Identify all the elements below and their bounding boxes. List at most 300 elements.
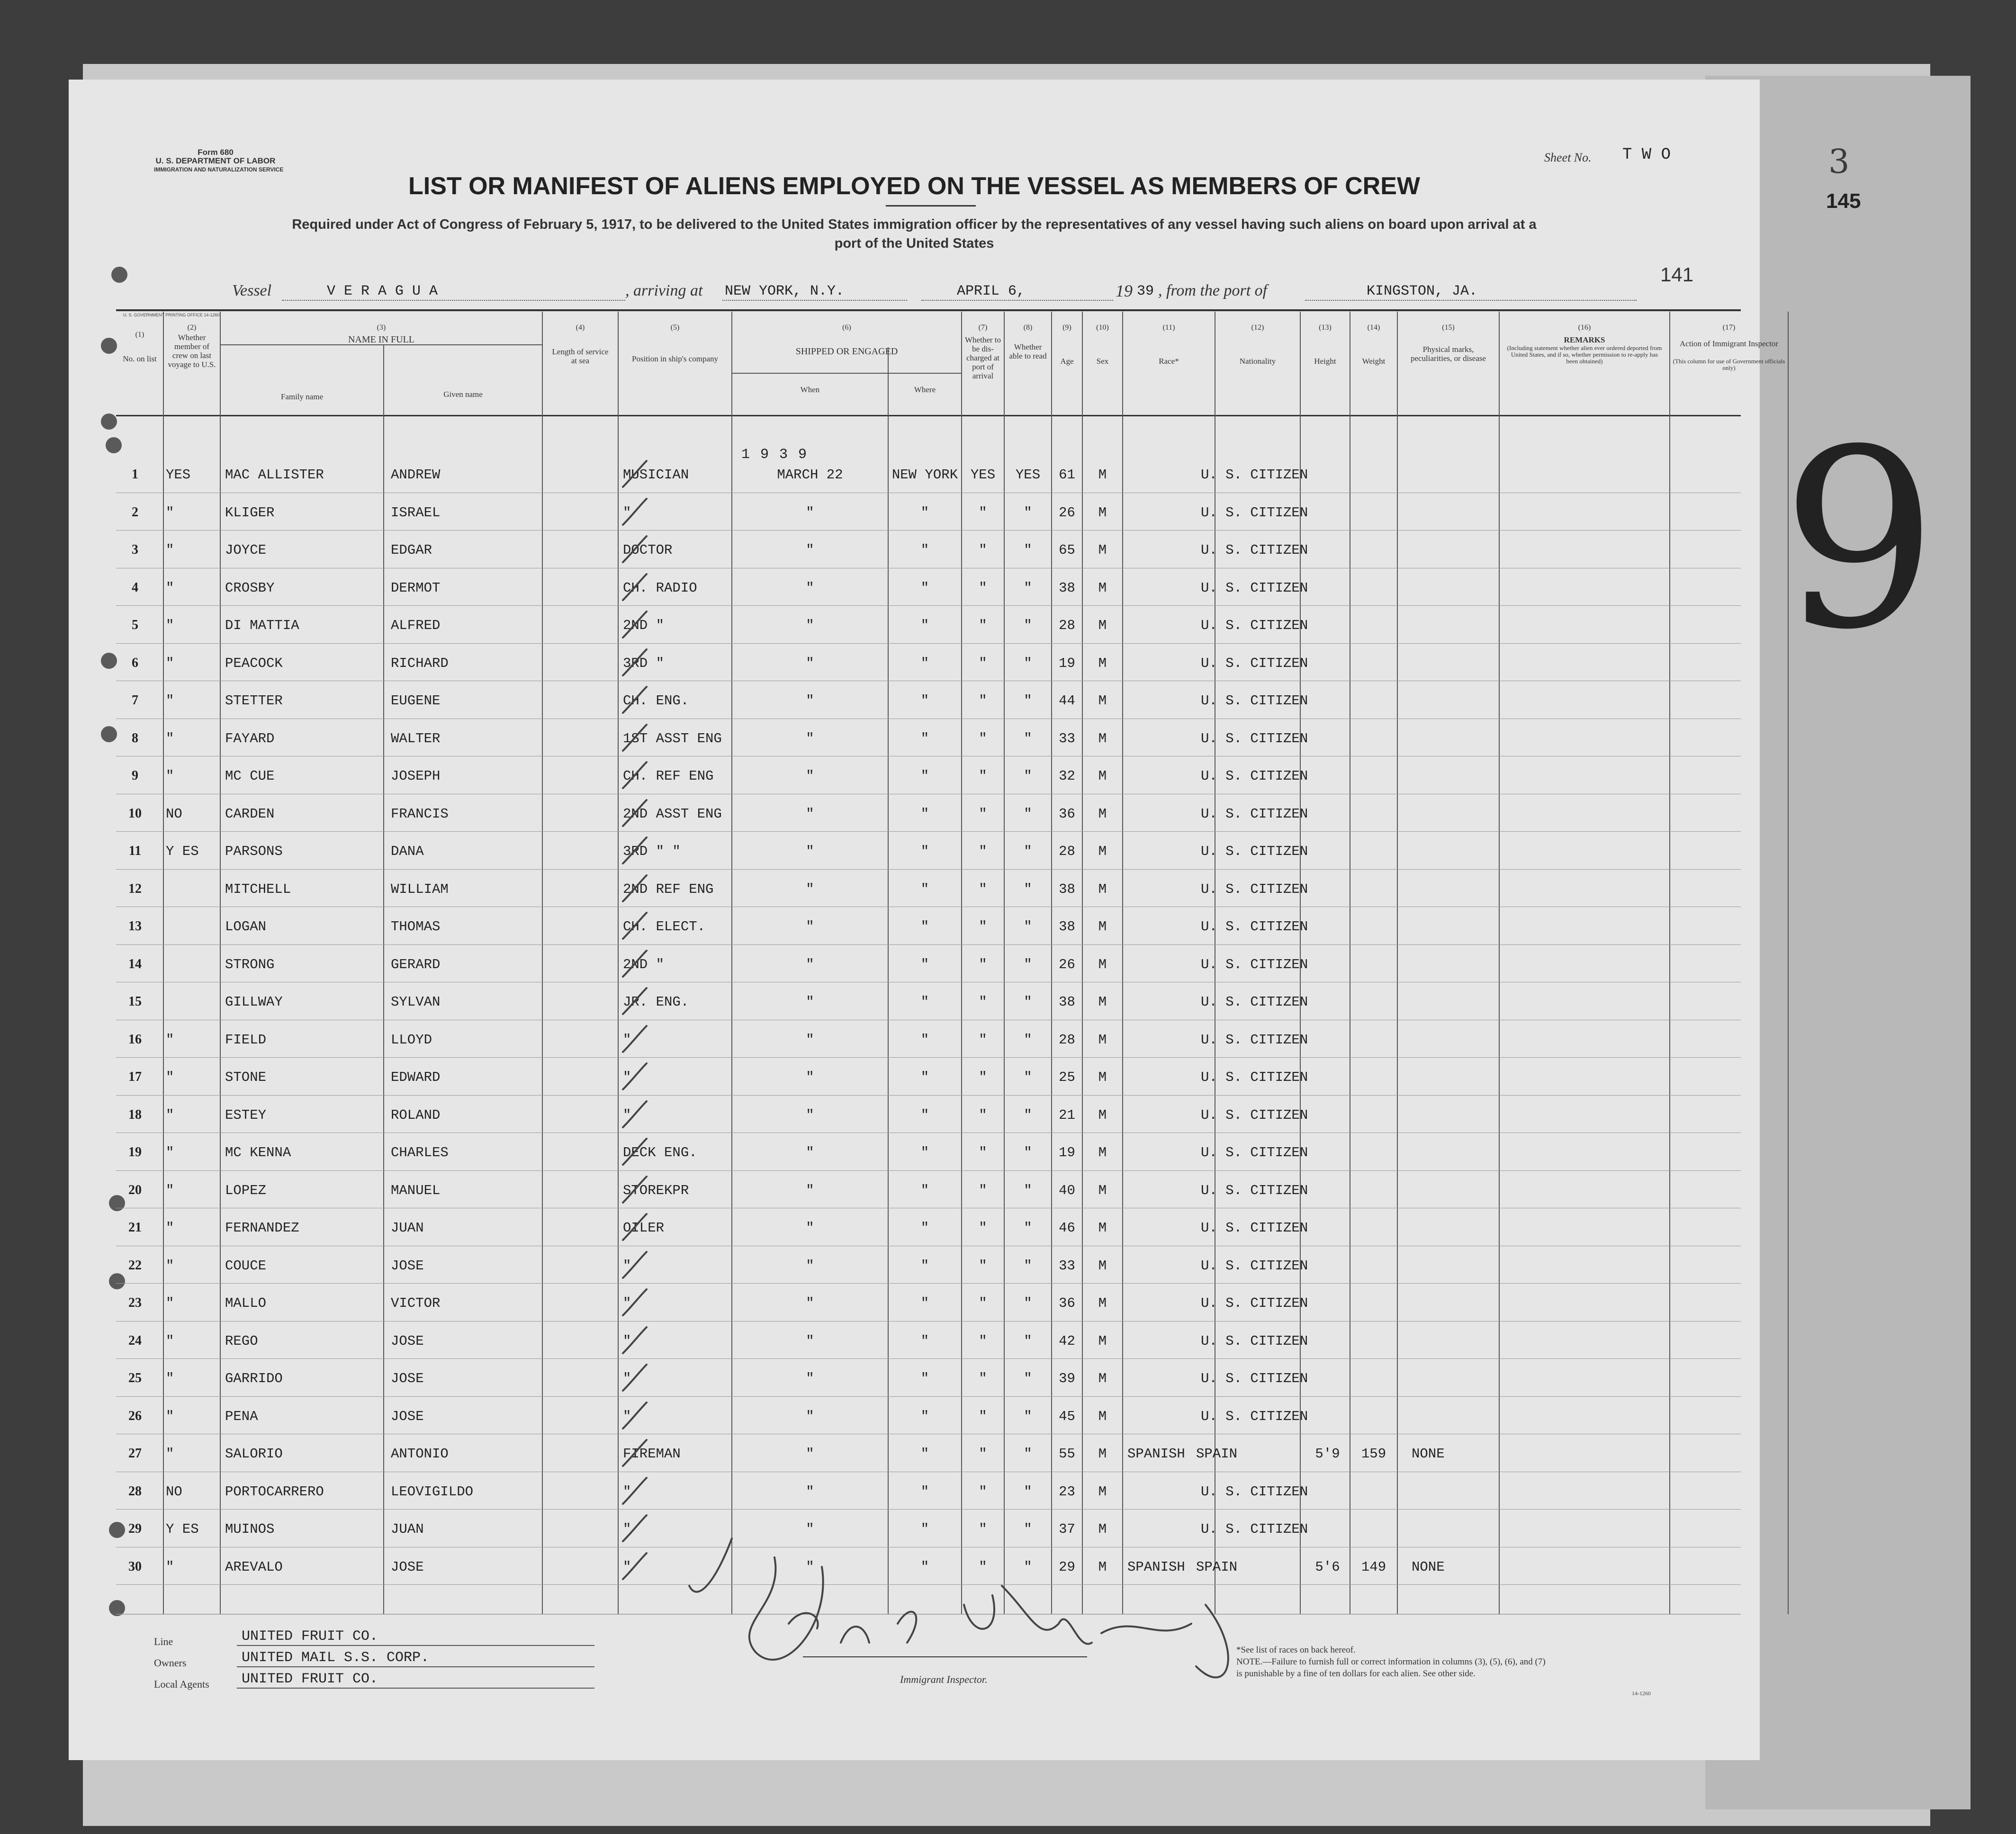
table-row — [69, 1061, 1760, 1099]
sex-cell: M — [1098, 806, 1107, 822]
read-cell: " — [1024, 1145, 1032, 1160]
discharge-cell: " — [979, 844, 987, 859]
position-cell: DOCTOR — [623, 542, 673, 558]
shipped-when-cell: " — [806, 542, 814, 558]
col1-number: (1) — [135, 331, 144, 339]
given-name-cell: ANDREW — [391, 467, 441, 483]
nationality-cell: U. S. CITIZEN — [1201, 919, 1308, 935]
family-name-cell: PARSONS — [225, 844, 283, 859]
read-cell: " — [1024, 655, 1032, 671]
given-name-cell: ISRAEL — [391, 504, 441, 521]
col14-number: (14) — [1367, 324, 1380, 332]
shipped-where-cell: " — [920, 806, 929, 822]
sex-cell: M — [1098, 844, 1107, 859]
nationality-cell: U. S. CITIZEN — [1201, 1258, 1308, 1274]
shipped-when-cell: " — [806, 881, 814, 897]
service-tick-mark — [618, 458, 656, 492]
age-cell: 26 — [1059, 956, 1075, 972]
family-name-cell: COUCE — [225, 1258, 267, 1274]
penalty-note-2: is punishable by a fine of ten dollars for each alien. See other side. — [1236, 1669, 1476, 1679]
row-number: 20 — [128, 1182, 142, 1197]
family-name-cell: AREVALO — [225, 1559, 283, 1575]
shipped-when-cell: " — [806, 1107, 814, 1123]
table-row — [69, 798, 1760, 836]
sex-cell: M — [1098, 1295, 1107, 1311]
service-tick-mark — [618, 1099, 656, 1132]
shipped-when-cell: " — [806, 580, 814, 596]
shipped-where-cell: " — [920, 919, 929, 935]
age-cell: 28 — [1059, 618, 1075, 633]
shipped-when-cell: " — [806, 994, 814, 1010]
manifest-sheet — [69, 80, 1785, 1760]
col4-header: Length of service at sea — [552, 347, 609, 365]
row-number: 3 — [132, 542, 138, 557]
last-voyage-cell: Y ES — [166, 844, 199, 859]
print-office: U. S. GOVERNMENT PRINTING OFFICE 14-1260 — [123, 313, 220, 317]
read-cell: " — [1024, 919, 1032, 935]
physical-marks-cell: NONE — [1412, 1559, 1445, 1575]
read-cell: " — [1024, 768, 1032, 784]
age-cell: 55 — [1059, 1446, 1075, 1462]
position-cell: " — [623, 1295, 631, 1311]
discharge-cell: " — [979, 655, 987, 671]
row-number: 9 — [132, 768, 138, 783]
read-cell: " — [1024, 504, 1032, 521]
read-cell: " — [1024, 994, 1032, 1010]
given-name-cell: RICHARD — [391, 655, 449, 671]
given-name-cell: GERARD — [391, 956, 441, 972]
table-row — [69, 1325, 1760, 1363]
given-name-cell: ROLAND — [391, 1107, 441, 1123]
nationality-cell: SPAIN — [1196, 1446, 1238, 1462]
last-voyage-cell: " — [166, 1145, 174, 1160]
row-number: 30 — [128, 1559, 142, 1574]
row-rule — [116, 831, 1741, 832]
row-number: 21 — [128, 1220, 142, 1235]
table-row — [69, 910, 1760, 948]
last-voyage-cell: " — [166, 580, 174, 596]
shipped-where-cell: " — [920, 1070, 929, 1085]
col17-subheader: (This column for use of Government officials only) — [1673, 358, 1785, 371]
shipped-where-cell: " — [920, 730, 929, 746]
given-name-cell: EUGENE — [391, 693, 441, 709]
height-cell: 5'9 — [1315, 1446, 1340, 1462]
service-tick-mark — [618, 1136, 656, 1169]
age-cell: 40 — [1059, 1182, 1075, 1198]
read-cell: " — [1024, 1032, 1032, 1048]
col14-header: Weight — [1362, 357, 1386, 366]
row-rule — [116, 605, 1741, 606]
col5-number: (5) — [670, 324, 680, 332]
shipped-where-cell: " — [920, 1371, 929, 1386]
age-cell: 61 — [1059, 467, 1075, 483]
page-title: LIST OR MANIFEST OF ALIENS EMPLOYED ON THE VESSEL AS MEMBERS OF CREW — [408, 172, 1420, 200]
last-voyage-cell: " — [166, 1408, 174, 1424]
nationality-cell: U. S. CITIZEN — [1201, 994, 1308, 1010]
last-voyage-cell: " — [166, 504, 174, 521]
row-number: 8 — [132, 730, 138, 746]
row-number: 15 — [128, 994, 142, 1009]
sex-cell: M — [1098, 1182, 1107, 1198]
service-tick-mark — [618, 1400, 656, 1433]
nationality-cell: U. S. CITIZEN — [1201, 655, 1308, 671]
nationality-cell: U. S. CITIZEN — [1201, 618, 1308, 633]
arriving-label: , arriving at — [625, 282, 703, 299]
shipped-when-cell: " — [806, 1032, 814, 1048]
discharge-cell: " — [979, 768, 987, 784]
read-cell: " — [1024, 1182, 1032, 1198]
family-name-cell: MITCHELL — [225, 881, 291, 897]
sex-cell: M — [1098, 1220, 1107, 1236]
table-row — [69, 986, 1760, 1024]
col8-number: (8) — [1023, 324, 1033, 332]
nationality-cell: U. S. CITIZEN — [1201, 730, 1308, 746]
given-name-cell: FRANCIS — [391, 806, 449, 822]
given-name-cell: WALTER — [391, 730, 441, 746]
read-cell: " — [1024, 1559, 1032, 1575]
age-cell: 44 — [1059, 693, 1075, 709]
given-name-cell: JUAN — [391, 1521, 424, 1537]
service-tick-mark — [618, 1287, 656, 1320]
year-prefix: 19 — [1116, 281, 1133, 300]
discharge-cell: " — [979, 730, 987, 746]
sex-cell: M — [1098, 693, 1107, 709]
table-row — [69, 948, 1760, 986]
age-cell: 28 — [1059, 844, 1075, 859]
height-cell: 5'6 — [1315, 1559, 1340, 1575]
row-rule — [116, 1321, 1741, 1322]
col17-number: (17) — [1722, 324, 1736, 332]
family-name-cell: PEACOCK — [225, 655, 283, 671]
position-cell: 2ND ASST ENG — [623, 806, 722, 822]
given-name-cell: JOSEPH — [391, 768, 441, 784]
sex-cell: M — [1098, 504, 1107, 521]
last-voyage-cell: NO — [166, 1483, 182, 1500]
discharge-cell: " — [979, 1145, 987, 1160]
position-cell: 2ND " — [623, 618, 665, 633]
position-cell: " — [623, 1371, 631, 1386]
table-row — [69, 835, 1760, 873]
age-cell: 38 — [1059, 994, 1075, 1010]
margin-mark-9: 9 — [1781, 396, 1938, 683]
col15-header: Physical marks, peculiarities, or disease — [1410, 345, 1486, 363]
family-name-cell: CARDEN — [225, 806, 275, 822]
service-name: IMMIGRATION AND NATURALIZATION SERVICE — [154, 166, 284, 173]
race-cell: SPANISH — [1127, 1446, 1185, 1462]
col12-number: (12) — [1251, 324, 1264, 332]
family-name-cell: LOGAN — [225, 919, 267, 935]
read-cell: " — [1024, 693, 1032, 709]
service-tick-mark — [618, 1212, 656, 1245]
family-name-cell: CROSBY — [225, 580, 275, 596]
col6b-header: Where — [914, 385, 936, 394]
age-cell: 33 — [1059, 1258, 1075, 1274]
sex-cell: M — [1098, 768, 1107, 784]
discharge-cell: " — [979, 1107, 987, 1123]
sex-cell: M — [1098, 1070, 1107, 1085]
departure-port: KINGSTON, JA. — [1367, 283, 1478, 299]
shipped-when-cell: " — [806, 618, 814, 633]
given-name-cell: EDGAR — [391, 542, 432, 558]
col7-header: Whether to be dis-charged at port of arrival — [965, 335, 1001, 380]
sex-cell: M — [1098, 994, 1107, 1010]
owners-underline — [237, 1666, 594, 1667]
row-number: 16 — [128, 1032, 142, 1047]
table-row — [69, 722, 1760, 760]
given-name-cell: VICTOR — [391, 1295, 441, 1311]
row-number: 12 — [128, 881, 142, 896]
table-row — [69, 1212, 1760, 1250]
position-cell: " — [623, 1070, 631, 1085]
given-name-cell: MANUEL — [391, 1182, 441, 1198]
table-row — [69, 684, 1760, 722]
row-rule — [116, 1396, 1741, 1397]
age-cell: 23 — [1059, 1483, 1075, 1500]
last-voyage-cell: " — [166, 1295, 174, 1311]
row-number: 17 — [128, 1070, 142, 1084]
row-number: 25 — [128, 1371, 142, 1385]
col3-number: (3) — [377, 324, 386, 332]
table-row — [69, 1024, 1760, 1061]
family-name-cell: STETTER — [225, 693, 283, 709]
margin-page-number: 145 — [1826, 189, 1861, 213]
discharge-cell: " — [979, 1070, 987, 1085]
service-tick-mark — [618, 1061, 656, 1094]
agents-value: UNITED FRUIT CO. — [242, 1671, 378, 1687]
shipped-where-cell: " — [920, 768, 929, 784]
sex-cell: M — [1098, 618, 1107, 633]
service-tick-mark — [618, 1362, 656, 1395]
last-voyage-cell: " — [166, 1446, 174, 1462]
given-name-cell: JOSE — [391, 1559, 424, 1575]
row-rule — [116, 1057, 1741, 1058]
last-voyage-cell: " — [166, 1107, 174, 1123]
age-cell: 28 — [1059, 1032, 1075, 1048]
read-cell: " — [1024, 1295, 1032, 1311]
family-name-cell: MAC ALLISTER — [225, 467, 324, 483]
last-voyage-cell: NO — [166, 806, 182, 822]
discharge-cell: " — [979, 1483, 987, 1500]
discharge-cell: " — [979, 1371, 987, 1386]
service-tick-mark — [618, 798, 656, 831]
shipped-where-cell: " — [920, 1408, 929, 1424]
discharge-cell: " — [979, 1559, 987, 1575]
col6-header: SHIPPED OR ENGAGED — [795, 346, 898, 357]
position-cell: 3RD " — [623, 655, 665, 671]
family-name-cell: GILLWAY — [225, 994, 283, 1010]
family-name-cell: DI MATTIA — [225, 618, 299, 633]
sex-cell: M — [1098, 1559, 1107, 1575]
read-cell: " — [1024, 1446, 1032, 1462]
sex-cell: M — [1098, 580, 1107, 596]
sex-cell: M — [1098, 1408, 1107, 1424]
shipped-when-cell: " — [806, 504, 814, 521]
shipped-when-cell: " — [806, 1521, 814, 1537]
nationality-cell: U. S. CITIZEN — [1201, 881, 1308, 897]
nationality-cell: U. S. CITIZEN — [1201, 1145, 1308, 1160]
position-cell: MUSICIAN — [623, 467, 689, 483]
sex-cell: M — [1098, 956, 1107, 972]
col8-header: Whether able to read — [1009, 342, 1047, 360]
service-tick-mark — [618, 647, 656, 680]
row-number: 11 — [128, 844, 142, 858]
family-name-cell: PENA — [225, 1408, 258, 1424]
col3b-header: Given name — [443, 390, 483, 399]
age-cell: 33 — [1059, 730, 1075, 746]
service-tick-mark — [618, 1475, 656, 1509]
given-name-cell: ANTONIO — [391, 1446, 449, 1462]
service-tick-mark — [618, 534, 656, 567]
shipped-where-cell: " — [920, 844, 929, 859]
position-cell: FIREMAN — [623, 1446, 681, 1462]
discharge-cell: " — [979, 994, 987, 1010]
family-name-cell: MC KENNA — [225, 1145, 291, 1160]
table-row — [69, 458, 1760, 496]
last-voyage-cell: " — [166, 1032, 174, 1048]
department-name: U. S. DEPARTMENT OF LABOR — [155, 156, 276, 165]
sex-cell: M — [1098, 1107, 1107, 1123]
last-voyage-cell: " — [166, 1220, 174, 1236]
age-cell: 38 — [1059, 881, 1075, 897]
read-cell: " — [1024, 1521, 1032, 1537]
nationality-cell: U. S. CITIZEN — [1201, 1182, 1308, 1198]
shipped-where-cell: " — [920, 1559, 929, 1575]
owners-value: UNITED MAIL S.S. CORP. — [242, 1650, 430, 1666]
last-voyage-cell: " — [166, 730, 174, 746]
row-rule — [116, 1095, 1741, 1096]
age-cell: 65 — [1059, 542, 1075, 558]
row-number: 5 — [132, 618, 138, 632]
nationality-cell: U. S. CITIZEN — [1201, 542, 1308, 558]
nationality-cell: SPAIN — [1196, 1559, 1238, 1575]
nationality-cell: U. S. CITIZEN — [1201, 693, 1308, 709]
shipped-when-cell: " — [806, 1070, 814, 1085]
col9-header: Age — [1060, 357, 1074, 366]
weight-cell: 159 — [1361, 1446, 1386, 1462]
shipped-when-cell: " — [806, 1258, 814, 1274]
given-name-cell: THOMAS — [391, 919, 441, 935]
shipped-when-cell: " — [806, 1408, 814, 1424]
nationality-cell: U. S. CITIZEN — [1201, 1408, 1308, 1424]
read-cell: " — [1024, 580, 1032, 596]
shipped-where-cell: " — [920, 881, 929, 897]
shipped-where-cell: " — [920, 1032, 929, 1048]
shipped-where-cell: " — [920, 1107, 929, 1123]
shipped-where-cell: " — [920, 693, 929, 709]
races-note: *See list of races on back hereof. — [1236, 1645, 1356, 1655]
given-name-cell: LEOVIGILDO — [391, 1483, 474, 1500]
form-number: Form 680 — [198, 148, 234, 157]
shipped-where-cell: " — [920, 1182, 929, 1198]
table-row — [69, 1099, 1760, 1137]
row-number: 24 — [128, 1333, 142, 1348]
position-cell: OILER — [623, 1220, 665, 1236]
shipped-where-cell: " — [920, 618, 929, 633]
given-name-cell: JUAN — [391, 1220, 424, 1236]
nationality-cell: U. S. CITIZEN — [1201, 1521, 1308, 1537]
discharge-cell: " — [979, 542, 987, 558]
last-voyage-cell: " — [166, 1333, 174, 1349]
service-tick-mark — [618, 609, 656, 642]
col16-header: REMARKS — [1564, 335, 1605, 344]
service-tick-mark — [618, 1250, 656, 1283]
row-rule — [116, 643, 1741, 644]
nationality-cell: U. S. CITIZEN — [1201, 1220, 1308, 1236]
nationality-cell: U. S. CITIZEN — [1201, 467, 1308, 483]
last-voyage-cell: " — [166, 542, 174, 558]
family-name-cell: MALLO — [225, 1295, 267, 1311]
sex-cell: M — [1098, 1145, 1107, 1160]
col16-subheader: (Including statement whether alien ever ordered deported from United States, and if so, whether permission to re-apply has been obtained) — [1507, 344, 1662, 365]
col4-number: (4) — [576, 324, 585, 332]
shipped-when-cell: " — [806, 1446, 814, 1462]
sex-cell: M — [1098, 1258, 1107, 1274]
family-name-cell: REGO — [225, 1333, 258, 1349]
shipped-where-cell: " — [920, 504, 929, 521]
family-name-cell: MC CUE — [225, 768, 275, 784]
from-port-label: , from the port of — [1158, 282, 1268, 299]
row-number: 1 — [132, 467, 138, 482]
given-name-cell: DANA — [391, 844, 424, 859]
last-voyage-cell: YES — [166, 467, 191, 483]
nationality-cell: U. S. CITIZEN — [1201, 1483, 1308, 1500]
family-name-cell: MUINOS — [225, 1521, 275, 1537]
family-name-cell: FAYARD — [225, 730, 275, 746]
position-cell: DECK ENG. — [623, 1145, 697, 1160]
age-cell: 36 — [1059, 806, 1075, 822]
given-name-cell: JOSE — [391, 1371, 424, 1386]
table-row — [69, 1438, 1760, 1475]
row-rule — [116, 1358, 1741, 1359]
shipped-when-cell: " — [806, 1483, 814, 1500]
row-number: 28 — [128, 1483, 142, 1499]
shipped-when-cell: " — [806, 1371, 814, 1386]
discharge-cell: " — [979, 1446, 987, 1462]
shipped-where-cell: " — [920, 542, 929, 558]
shipped-when-cell: " — [806, 1220, 814, 1236]
service-tick-mark — [618, 684, 656, 718]
position-cell: CH. ELECT. — [623, 919, 706, 935]
given-name-cell: DERMOT — [391, 580, 441, 596]
family-name-cell: KLIGER — [225, 504, 275, 521]
discharge-cell: " — [979, 693, 987, 709]
subtitle-line-2: port of the United States — [834, 236, 994, 251]
row-number: 6 — [132, 655, 138, 670]
row-number: 14 — [128, 956, 142, 971]
shipped-when-cell: MARCH 22 — [777, 467, 843, 483]
discharge-cell: " — [979, 1333, 987, 1349]
last-voyage-cell: " — [166, 618, 174, 633]
age-cell: 32 — [1059, 768, 1075, 784]
row-rule — [116, 1283, 1741, 1284]
family-name-cell: STRONG — [225, 956, 275, 972]
service-tick-mark — [618, 1513, 656, 1546]
owners-label: Owners — [154, 1657, 187, 1669]
read-cell: " — [1024, 881, 1032, 897]
last-voyage-cell: " — [166, 768, 174, 784]
service-tick-mark — [618, 873, 656, 906]
discharge-cell: " — [979, 580, 987, 596]
read-cell: " — [1024, 730, 1032, 746]
position-cell: " — [623, 1483, 631, 1500]
discharge-cell: " — [979, 1258, 987, 1274]
discharge-cell: " — [979, 919, 987, 935]
family-name-cell: FERNANDEZ — [225, 1220, 299, 1236]
shipped-when-cell: " — [806, 1333, 814, 1349]
col3-header: NAME IN FULL — [348, 334, 414, 345]
shipped-where-cell: " — [920, 1258, 929, 1274]
age-cell: 29 — [1059, 1559, 1075, 1575]
